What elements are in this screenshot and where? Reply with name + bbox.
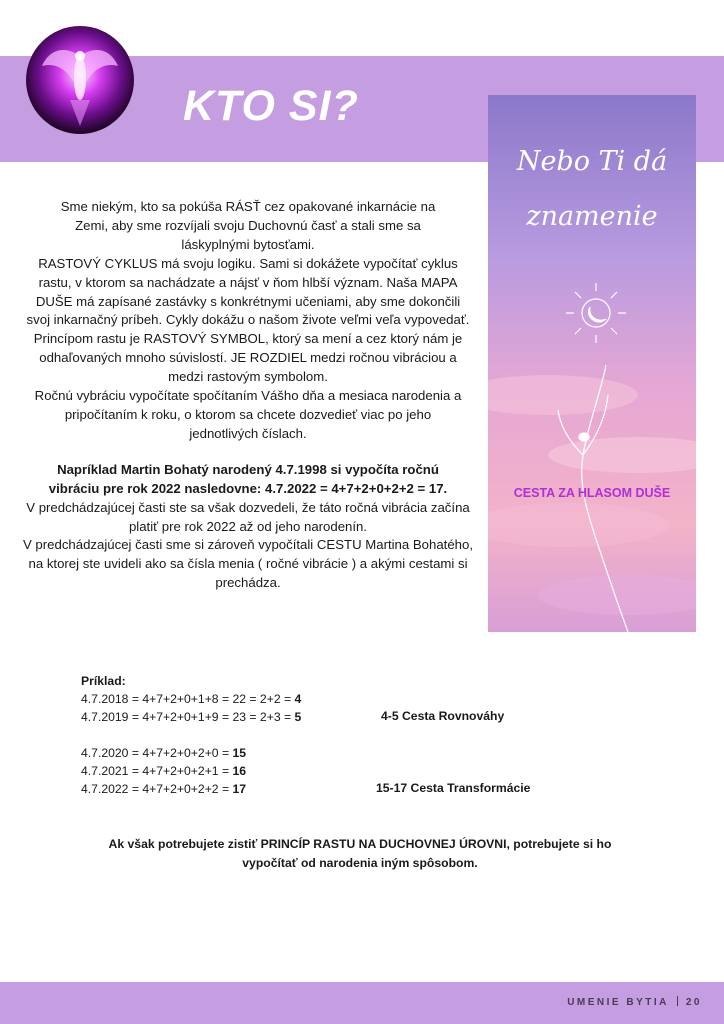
card-caption: CESTA ZA HLASOM DUŠE [513, 486, 671, 500]
footer-brand: UMENIE BYTIA [567, 997, 669, 1008]
sky-card-image [488, 95, 696, 632]
group-label-balance: 4-5 Cesta Rovnováhy [381, 709, 505, 723]
footer-text [567, 996, 702, 1008]
card-script-line1: Nebo Ti dá [516, 146, 668, 177]
paragraph-5-example: Napríklad Martin Bohatý narodený 4.7.1998 si vypočíta ročnú vibráciu pre rok 2022 nasledovne: 4.7.2022 = 4+7+2+0+2+2 = 17. [48, 461, 448, 496]
body-text [18, 198, 478, 593]
example-row: 4.7.2018 = 4+7+2+0+1+8 = 22 = 2+2 = 4 [81, 692, 302, 706]
footer-band [0, 982, 724, 1024]
example-row: 4.7.2022 = 4+7+2+0+2+2 = 17 [81, 782, 247, 796]
paragraph-6: V predchádzajúcej časti ste sa však dozvedeli, že táto ročná vibrácia začína platiť pre rok 2022 až od jeho narodenín. [26, 499, 470, 534]
example-row: 4.7.2020 = 4+7+2+0+2+0 = 15 [81, 746, 247, 760]
angel-logo [26, 26, 134, 134]
example-row: 4.7.2019 = 4+7+2+0+1+9 = 23 = 2+3 = 5 [81, 710, 302, 724]
page-number: 20 [685, 997, 702, 1008]
example-row: 4.7.2021 = 4+7+2+0+2+1 = 16 [81, 764, 247, 778]
footer-divider [677, 996, 678, 1006]
paragraph-4: Ročnú vybráciu vypočítate spočítaním Vášho dňa a mesiaca narodenia a pripočítaním k roku, o ktorom sa chcete dozvedieť viac po jeho jednotlivých číslach. [34, 388, 462, 441]
example-label: Príklad: [81, 674, 126, 688]
group-label-transformation: 15-17 Cesta Transformácie [376, 781, 531, 795]
card-script-line2: znamenie [526, 201, 658, 232]
closing-note: Ak však potrebujete zistiť PRINCÍP RASTU NA DUCHOVNEJ ÚROVNI, potrebujete si ho vypočítať od narodenia iným spôsobom. [108, 837, 612, 870]
page-title: KTO SI? [183, 82, 359, 130]
paragraph-3: Princípom rastu je RASTOVÝ SYMBOL, ktorý sa mení a cez ktorý nám je odhaľovaných mnoho súvislostí. JE ROZDIEL medzi ročnou vibráciou a medzi rastovým symbolom. [33, 331, 463, 385]
paragraph-1: Sme niekým, kto sa pokúša RÁSŤ cez opakované inkarnácie na Zemi, aby sme rozvíjali svoju Duchovnú časť a stali sme sa láskyplnými bytosťami. [60, 199, 436, 252]
example-block [81, 672, 301, 798]
paragraph-7: V predchádzajúcej časti sme si zároveň vypočítali CESTU Martina Bohatého, na ktorej ste uvideli ako sa čísla menia ( ročné vibrácie ) a akými cestami si prechádza. [22, 537, 474, 591]
paragraph-2: RASTOVÝ CYKLUS má svoju logiku. Sami si dokážete vypočítať cyklus rastu, v ktorom sa nachádzate a nájsť v ňom hlbší význam. Naša MAPA DUŠE má zapísané zastávky s konkrétnymi učeniami, aby sme dokončili svoj inkarnačný príbeh. Cykly dokážu o našom živote veľmi veľa vypovedať. [26, 255, 470, 328]
